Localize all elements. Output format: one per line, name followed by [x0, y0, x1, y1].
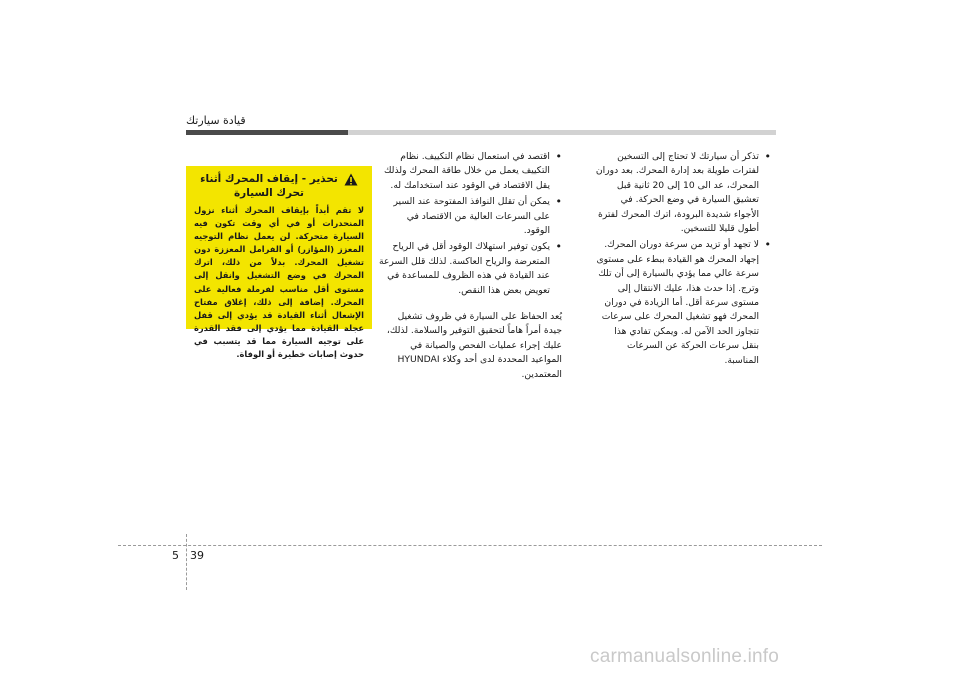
footer-divider	[186, 534, 187, 590]
list-item-text: يمكن أن تقلل النوافذ المفتوحة عند السير على السرعات العالية من الاقتصاد في الوقود.	[393, 196, 550, 237]
page-number: 39	[190, 549, 204, 562]
list-item	[378, 195, 562, 238]
warning-box	[186, 166, 372, 360]
right-column	[595, 150, 771, 370]
bullet-icon: •	[555, 240, 562, 254]
list-item	[595, 238, 771, 368]
chapter-number: 5	[172, 549, 179, 562]
list-item	[378, 240, 562, 298]
header-rule-accent	[186, 130, 348, 135]
watermark: carmanualsonline.info	[590, 646, 780, 667]
closing-paragraph: يُعد الحفاظ على السيارة في ظروف تشغيل جيدة أمراً هاماً لتحقيق التوفير والسلامة. لذلك، عليك إجراء عمليات الفحص والصيانة في المواعيد المحددة لدى أحد وكلاء HYUNDAI المعتمدين.	[386, 311, 562, 380]
list-item-text: يكون توفير استهلاك الوقود أقل في الرياح المتعرضة والرياح العاكسة. لذلك قلل السرعة عند القيادة في هذه الظروف للمساعدة في تعويض بعض هذا النقص.	[379, 241, 550, 296]
list-item	[595, 150, 771, 236]
warning-header	[194, 172, 364, 200]
middle-column	[378, 150, 562, 382]
warning-title	[200, 172, 338, 200]
bullet-icon: •	[555, 195, 562, 209]
bullet-icon: •	[764, 238, 771, 252]
section-title: قيادة سيارتك	[186, 114, 246, 127]
bullet-icon: •	[555, 150, 562, 163]
bullet-icon: •	[764, 150, 771, 163]
warning-title-line2: تحرك السيارة	[233, 187, 305, 199]
list-item-text: اقتصد في استعمال نظام التكييف. نظام التكييف يعمل من خلال طاقة المحرك ولذلك يقل الاقتصاد في الوقود عند استخدامك له.	[383, 151, 550, 191]
warning-triangle-icon	[344, 173, 358, 186]
footer-rule	[118, 545, 822, 546]
list-item-text: تذكر أن سيارتك لا تحتاج إلى التسخين لفترات طويلة بعد إدارة المحرك. بعد دوران المحرك، عد الى 10 إلى 20 ثانية قبل تعشيق السيارة في وضع الحركة. في الأجواء شديدة البرودة، اترك المحرك لفترة أطول قليلا للتسخين.	[595, 151, 759, 235]
list-item-text: لا تجهد أو تزيد من سرعة دوران المحرك. إجهاد المحرك هو القيادة ببطء على مستوى سرعة عالي مما يؤدي بالسيارة إلى أن تلك وترج. إذا حدث هذا، عليك الانتقال إلى مستوى سرعة أقل. أما الزيادة في دوران المحرك فهو تشغيل المحرك على سرعات تتجاوز الحد الآمن له. ويمكن تفادي هذا بنقل سرعات الحركة عن السرعات المناسبة.	[596, 239, 759, 366]
list-item	[378, 150, 562, 193]
warning-body: لا تقم أبداً بإيقاف المحرك أثناء نزول المنحدرات أو في أي وقت تكون فيه السيارة متحركة. لن يعمل نظام التوجيه المعزز (المؤازر) أو الفرامل المعززة دون تشغيل المحرك. بدلاً من ذلك، اترك المحرك في وضع التشغيل وانقل إلى مستوى أقل مناسب لفرملة فعالية على المحرك. إضافة إلى ذلك، إغلاق مفتاح الإشعال أثناء القيادة قد يؤدي إلى قفل عجلة القيادة مما يؤدي إلى فقد القدرة على توجيه السيارة مما قد يتسبب في حدوث إصابات خطيرة أو الوفاة.	[194, 205, 364, 360]
warning-title-line1: تحذير - إيقاف المحرك أثناء	[200, 173, 338, 185]
